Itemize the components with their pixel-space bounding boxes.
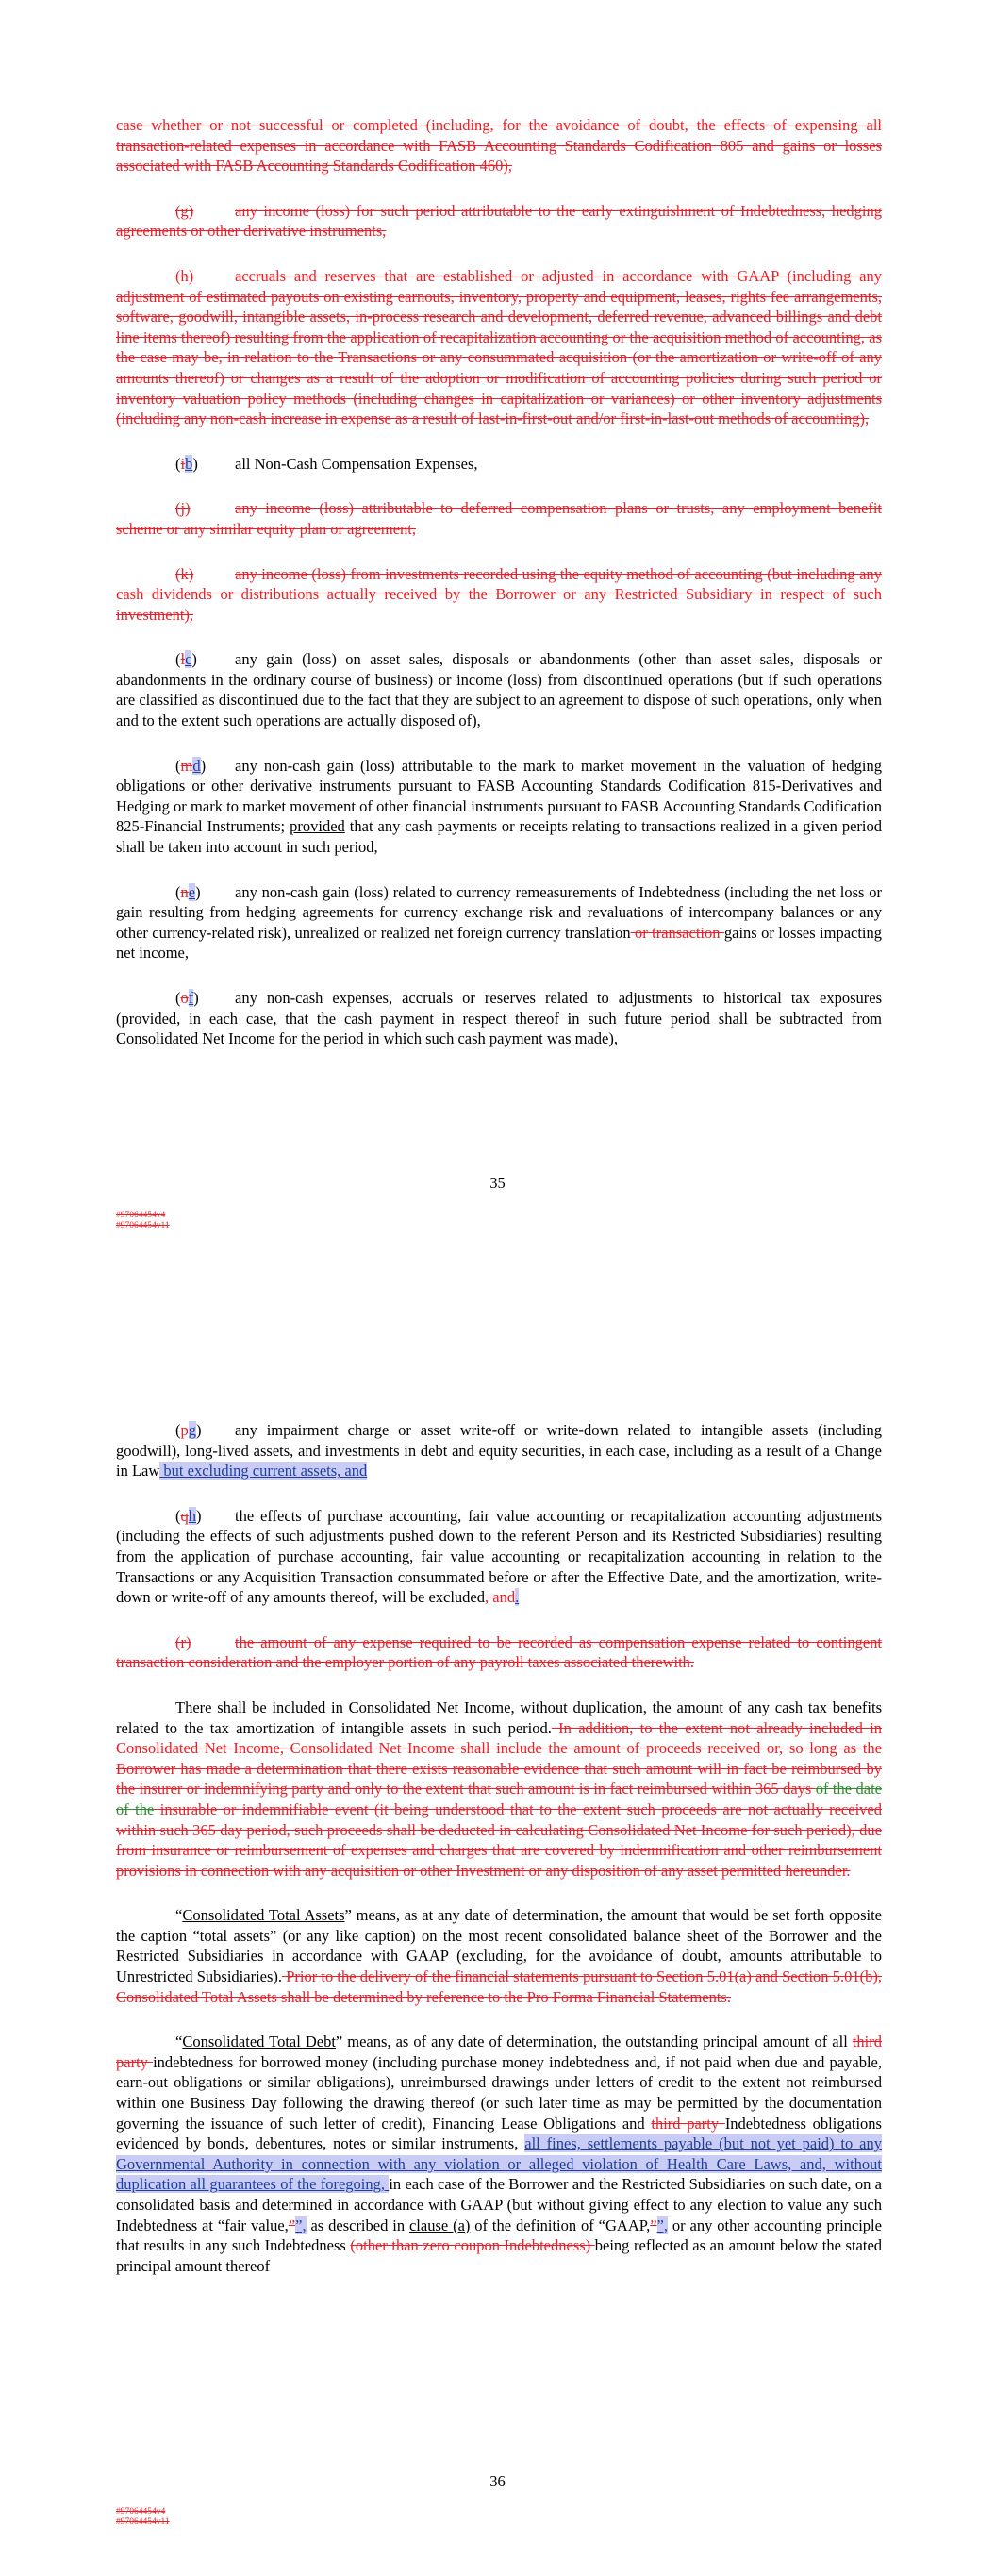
clause-text: any non-cash gain (loss) attributable to the mark to market movement in the valuation of hedging obligations or other derivative instruments pursuant to FASB Accounting Standards Codification 815-Derivatives and Hedging or mark to market movement of other financial instruments pursuant to FASB Accounting Standards Codification 825-Financial Instruments; (116, 756, 882, 836)
deleted-text: any income (loss) from investments recorded using the equity method of accounting (but including any cash dividends or distributions actually received by the Borrower or any Restricted Subsidiary in respect of such investment), (116, 564, 882, 624)
deleted-text: third party (651, 2114, 725, 2133)
clause-text: any impairment charge or asset write-off or write-down related to intangible assets (including goodwill), long-lived assets, and investments in debt and equity securities, in each case, including as a result of a Change in Law (116, 1421, 882, 1480)
inserted-letter: c (185, 650, 192, 669)
page-35-body (116, 115, 882, 1074)
clause-text: any gain (loss) on asset sales, disposals or abandonments (other than asset sales, disposals or abandonments in the ordinary course of business) or income (loss) from discontinued operations (but if such operations are classified as discontinued due to the fact that they are subject to an agreement to dispose of such operations, only when and to the extent such operations are actually disposed of), (116, 650, 882, 730)
deleted-text: the amount of any expense required to be recorded as compensation expense related to contingent transaction consideration and the employer portion of any payroll taxes associated therewith. (116, 1632, 882, 1672)
definition-text: in each case of the Borrower and the Restricted Subsidiaries on such date, on a consolidated basis and determined in accordance with GAAP (but without giving effect to any election to value any such Indebtedness at “fair value, (116, 2175, 882, 2234)
clause-k (116, 564, 882, 626)
clause-label: (r) (175, 1632, 191, 1651)
deleted-text: In addition, to the extent not already included in Consolidated Net Income, Consolidated Net Income shall include the amount of proceeds received or, so long as the Borrower has made a determination that there exists reasonable evidence that such amount will in fact be reimbursed by the insurer or indemnifying party and only to the extent that such amount is in fact reimbursed within 365 days (116, 1718, 882, 1798)
clause-label: (h) (175, 266, 194, 285)
inserted-text: . (515, 1588, 520, 1607)
deleted-text: , and (485, 1588, 516, 1607)
doc-id-old: #97064454v4 (116, 2507, 166, 2517)
deleted-text: insurable or indemnifiable event (it being understood that to the extent such proceeds are not actually received within such 365 day period, such proceeds shall be deducted in calculating Consolidated Net Income for such period), due from insurance or reimbursement of expenses and charges that are covered by indemnification and other reimbursement provisions in connection with any acquisition or other Investment or any disposition of any asset permitted hereunder. (116, 1799, 882, 1880)
definition-text: being reflected as an amount below the stated principal amount thereof (116, 2236, 883, 2275)
doc-id-old: #97064454v4 (116, 1211, 166, 1220)
defined-term: Consolidated Total Assets (182, 1906, 345, 1925)
clause-g-new (116, 1420, 882, 1481)
deleted-text: or transaction (630, 923, 724, 942)
clause-label: (k) (175, 564, 194, 583)
deleted-letter: m (180, 756, 193, 775)
cash-tax-paragraph (116, 1698, 882, 1881)
definition-text: ” means, as at any date of determination, the amount that would be set forth opposite the caption “total assets” (or any like caption) on the most recent consolidated balance sheet of the Borrower and the Restricted Subsidiaries in accordance with GAAP (excluding, for the avoidance of doubt, amounts attributable to Unrestricted Subsidiaries). (116, 1906, 882, 1986)
page-number: 36 (489, 2472, 506, 2490)
definition-text: of the definition of “GAAP, (470, 2216, 651, 2234)
definition-text: ” means, as of any date of determination, the outstanding principal amount of all (335, 2032, 853, 2051)
clause-d (116, 756, 882, 858)
inserted-letter: b (185, 454, 193, 473)
deleted-letter: p (180, 1421, 189, 1439)
inserted-letter: d (192, 756, 201, 775)
deleted-text: case whether or not successful or completed (including, for the avoidance of doubt, the effects of expensing all transaction-related expenses in accordance with FASB Accounting Standards Codification 805 and gains or losses associated with FASB Accounting Standards Codification 460), (116, 116, 882, 176)
clause-h (116, 266, 882, 429)
clause-c (116, 649, 882, 730)
moved-text: of the date of the (116, 1780, 882, 1818)
provided-term: provided (290, 817, 345, 836)
clause-label: (md) (175, 756, 207, 775)
clause-label: (g) (175, 201, 194, 220)
page-36 (0, 1260, 995, 2576)
definition-text: indebtedness for borrowed money (including purchase money indebtedness and, if not paid when due and payable, earn-out obligations or similar obligations), unreimbursed drawings under letters of credit to the extent not reimbursed within one Business Day following the drawing thereof (or such later time as may be permitted by the documentation governing the issuance of such letter of credit), Financing Lease Obligations and (116, 2052, 882, 2133)
clause-label: (ib) (175, 454, 198, 473)
clause-f (116, 988, 882, 1049)
consolidated-total-assets-definition: “Consolidated Total Assets” means, as at any date of determination, the amount that would be set forth opposite the caption “total assets” (or any like caption) on the most recent consolidated balance sheet of the Borrower and the Restricted Subsidiaries in accordance with GAAP (excluding, for the avoidance of doubt, amounts attributable to Unrestricted Subsidiaries). Prior to the delivery of the financial statements pursuant to Section 5.01(a) and Section 5.01(b), Consolidated Total Assets shall be determined by reference to the Pro Forma Financial Statements. (116, 1906, 882, 2006)
deleted-text: any income (loss) attributable to deferred compensation plans or trusts, any employment benefit scheme or any similar equity plan or agreement, (116, 499, 882, 538)
intro-paragraph (116, 115, 882, 176)
clause-label: (pg) (175, 1421, 202, 1439)
clause-j (116, 498, 882, 539)
definition-text: as described in (306, 2216, 409, 2234)
clause-text: that any cash payments or receipts relating to transactions realized in a given period shall be taken into account in such period, (116, 817, 883, 857)
deleted-text: (other than zero coupon Indebtedness) (350, 2236, 595, 2255)
inserted-letter: e (188, 882, 196, 901)
clause-label: (of) (175, 989, 199, 1007)
inserted-text: ”, (656, 2216, 668, 2234)
definition-text: Indebtedness obligations evidenced by bonds, debentures, notes or similar instruments, (116, 2114, 882, 2153)
doc-id-new: #97064454v11 (116, 2517, 170, 2527)
clause-e (116, 882, 882, 963)
clause-reference: clause (a) (408, 2216, 471, 2234)
clause-text: any non-cash expenses, accruals or reserves related to adjustments to historical tax exposures (provided, in each case, that the cash payment in respect thereof in such future period shall be subtracted from Consolidated Net Income for the period in which such cash payment was made), (116, 989, 882, 1048)
clause-text: all Non-Cash Compensation Expenses, (235, 454, 478, 473)
inserted-text: ”, (295, 2216, 307, 2234)
inserted-letter: f (188, 989, 194, 1007)
deleted-text: any income (loss) for such period attributable to the early extinguishment of Indebtedness, hedging agreements or other derivative instruments, (116, 201, 882, 241)
clause-g (116, 201, 882, 242)
inserted-text: but excluding current assets, and (159, 1462, 368, 1480)
inserted-letter: h (188, 1506, 196, 1525)
page-36-body (116, 1420, 882, 2300)
clause-label: (ne) (175, 882, 201, 901)
defined-term: Consolidated Total Debt (182, 2032, 336, 2051)
clause-b (116, 454, 882, 475)
deleted-letter: n (180, 882, 189, 901)
deleted-text: ” (288, 2216, 296, 2234)
clause-h-new (116, 1506, 882, 1608)
clause-text: gains or losses impacting net income, (116, 923, 883, 962)
deleted-letter: i (180, 454, 186, 473)
deleted-text: accruals and reserves that are established or adjusted in accordance with GAAP (including any adjustment of estimated payouts on existing earnouts, inventory, property and equipment, leases, rights fee arrangements, software, goodwill, intangible assets, in-process research and development, deferred revenue, advanced billings and debt line items thereof) resulting from the application of recapitalization accounting or the acquisition method of accounting, as the case may be, in relation to the Transactions or any consummated acquisition (or the amortization or write-off of any amounts thereof) or changes as a result of the adoption or modification of accounting policies during such period or inventory valuation policy methods (including changes in capitalization or variances) or other inventory adjustments (including any non-cash increase in expense as a result of last-in-first-out and/or first-in-last-out methods of accounting), (116, 266, 882, 428)
deleted-letter: q (180, 1506, 189, 1525)
deleted-letter: o (180, 989, 189, 1007)
consolidated-total-debt-definition: “Consolidated Total Debt” means, as of any date of determination, the outstanding principal amount of all third party indebtedness for borrowed money (including purchase money indebtedness and, if not paid when due and payable, earn-out obligations or similar obligations), unreimbursed drawings under letters of credit to the extent not reimbursed within one Business Day following the drawing thereof (or such later time as may be permitted by the documentation governing the issuance of such letter of credit), Financing Lease Obligations and third party Indebtedness obligations evidenced by bonds, debentures, notes or similar instruments, all fines, settlements payable (but not yet paid) to any Governmental Authority in connection with any violation or alleged violation of Health Care Laws, and, without duplication all guarantees of the foregoing, in each case of the Borrower and the Restricted Subsidiaries on such date, on a consolidated basis and determined in accordance with GAAP (but without giving effect to any election to value any such Indebtedness at “fair value,””, as described in clause (a) of the definition of “GAAP,””, or any other accounting principle that results in any such Indebtedness (other than zero coupon Indebtedness) being reflected as an amount below the stated principal amount thereof (116, 2032, 883, 2275)
deleted-letter: l (180, 650, 186, 669)
deleted-text: Prior to the delivery of the financial statements pursuant to Section 5.01(a) and Section 5.01(b), Consolidated Total Assets shall be determined by reference to the Pro Forma Financial Statements. (116, 1967, 882, 2006)
clause-text: any non-cash gain (loss) related to currency remeasurements of Indebtedness (including the net loss or gain resulting from hedging agreements for currency exchange risk and revaluations of intercompany balances or any other currency-related risk), unrealized or realized net foreign currency translation (116, 882, 882, 942)
clause-label: (lc) (175, 650, 197, 669)
page-number: 35 (489, 1174, 506, 1192)
doc-id-new: #97064454v11 (116, 1221, 170, 1230)
deleted-text: ” (650, 2216, 657, 2234)
page-35 (0, 0, 995, 1260)
inserted-text: all fines, settlements payable (but not yet paid) to any Governmental Authority in connection with any violation or alleged violation of Health Care Laws, and, without duplication all guarantees of the foregoing, (116, 2134, 882, 2194)
clause-text: the effects of purchase accounting, fair value accounting or recapitalization accounting adjustments (including the effects of such adjustments pushed down to the referent Person and its Restricted Subsidiaries) resulting from the application of purchase accounting, fair value accounting or recapitalization accounting in relation to the Transactions or any Acquisition Transaction consummated before or after the Effective Date, and the amortization, write-down or write-off of any amounts thereof, will be excluded (116, 1506, 882, 1607)
clause-label: (qh) (175, 1506, 202, 1525)
clause-label: (j) (175, 499, 191, 518)
definition-text: or any other accounting principle that results in any such Indebtedness (116, 2216, 882, 2255)
paragraph-text: There shall be included in Consolidated Net Income, without duplication, the amount of any cash tax benefits related to the tax amortization of intangible assets in such period. (116, 1698, 882, 1737)
deleted-text: third party (116, 2032, 882, 2071)
document-id (116, 1211, 170, 1231)
clause-r (116, 1632, 882, 1673)
inserted-letter: g (188, 1421, 196, 1439)
document-id (116, 2507, 170, 2528)
